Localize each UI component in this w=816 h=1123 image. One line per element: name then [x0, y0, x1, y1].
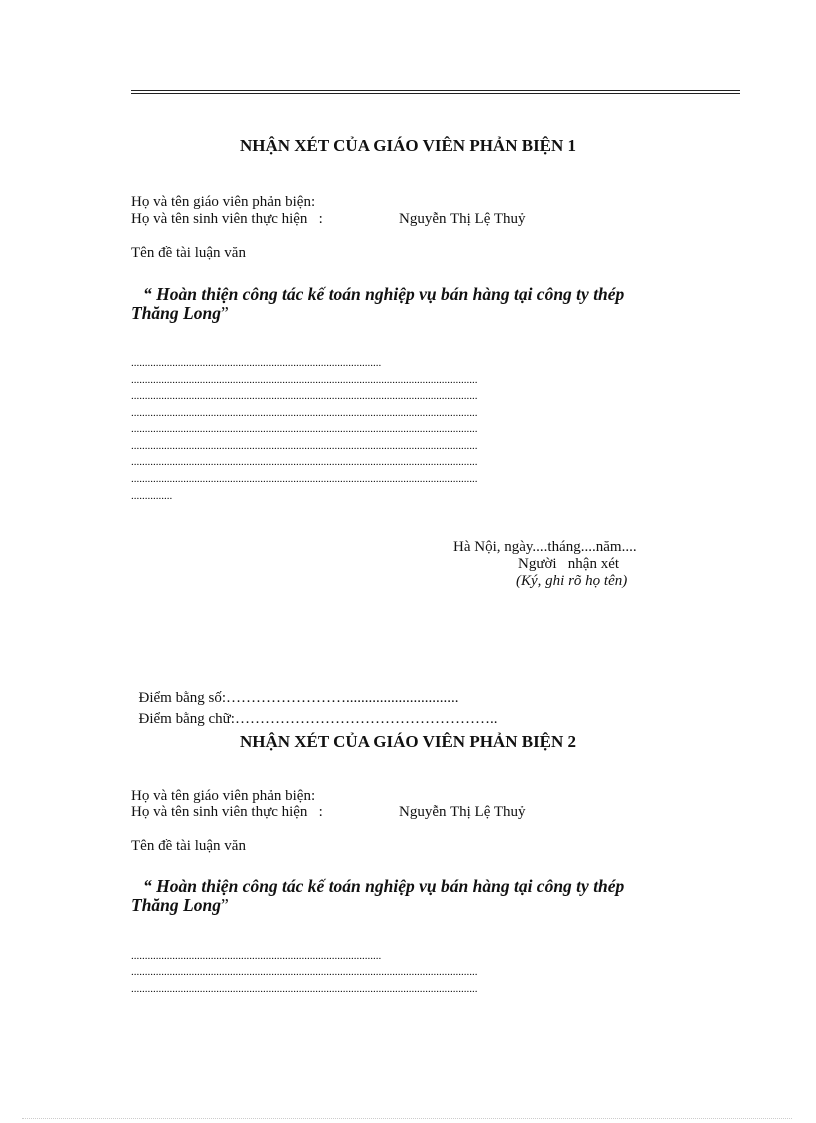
sign-note: (Ký, ghi rõ họ tên) — [516, 573, 628, 589]
section1-topic-line2: Thăng Long — [131, 303, 221, 323]
section1-heading: NHẬN XÉT CỦA GIÁO VIÊN PHẢN BIỆN 1 — [239, 136, 577, 155]
score-words-label: Điểm bằng chữ: — [138, 711, 235, 727]
section2-student-label: Họ và tên sinh viên thực hiện : — [131, 804, 323, 820]
section1-student-name: Nguyễn Thị Lệ Thuỷ — [399, 211, 526, 227]
section1-dot-line: .............................................................................................................................. — [131, 423, 478, 435]
header-rule-bottom — [131, 93, 740, 94]
section2-dot-line: ........................................................................................... — [131, 950, 382, 962]
section1-student-label: Họ và tên sinh viên thực hiện : — [131, 211, 323, 227]
section1-dot-line: .............................................................................................................................. — [131, 440, 478, 452]
section2-reviewer-label: Họ và tên giáo viên phản biện: — [131, 788, 316, 804]
section2-dot-line: .............................................................................................................................. — [131, 983, 478, 995]
score-words-line — [131, 694, 497, 728]
section1-topic-label: Tên đề tài luận văn — [131, 245, 246, 261]
section1-dot-line: ........................................................................................... — [131, 357, 382, 369]
section1-topic-line1: Hoàn thiện công tác kế toán nghiệp vụ bán hàng tại công ty thép — [156, 284, 625, 304]
section2-topic-line2: Thăng Long — [131, 895, 221, 915]
section2-topic-label: Tên đề tài luận văn — [131, 838, 246, 854]
section2-topic-line1: Hoàn thiện công tác kế toán nghiệp vụ bán hàng tại công ty thép — [156, 876, 625, 896]
place-date: Hà Nội, ngày....tháng....năm.... — [453, 539, 637, 555]
score-words-dots: …………………………………………….. — [234, 711, 498, 727]
section1-dot-line: .............................................................................................................................. — [131, 374, 478, 386]
score-number-label: Điểm bằng số: — [138, 690, 226, 706]
score-number-dots: …………………….............................. — [226, 690, 459, 706]
section2-topic-close-quote: ” — [220, 895, 229, 915]
section2-topic-open-quote: “ — [143, 876, 157, 896]
header-rule-top — [131, 90, 740, 91]
section1-topic-open-quote: “ — [143, 284, 157, 304]
section1-dot-line: .............................................................................................................................. — [131, 456, 478, 468]
section1-topic-title — [131, 285, 743, 323]
section1-dot-line: .............................................................................................................................. — [131, 473, 478, 485]
section1-dot-line: ............... — [131, 490, 173, 502]
section1-dot-line: .............................................................................................................................. — [131, 407, 478, 419]
section2-dot-line: .............................................................................................................................. — [131, 966, 478, 978]
section1-topic-close-quote: ” — [220, 303, 229, 323]
section2-heading: NHẬN XÉT CỦA GIÁO VIÊN PHẢN BIỆN 2 — [239, 732, 577, 751]
section2-topic-title — [131, 877, 743, 915]
commenter-label: Người nhận xét — [518, 556, 620, 572]
section1-dot-line: .............................................................................................................................. — [131, 390, 478, 402]
section1-reviewer-label: Họ và tên giáo viên phản biện: — [131, 194, 316, 210]
page-bottom-border — [22, 1118, 792, 1119]
section2-student-name: Nguyễn Thị Lệ Thuỷ — [399, 804, 526, 820]
